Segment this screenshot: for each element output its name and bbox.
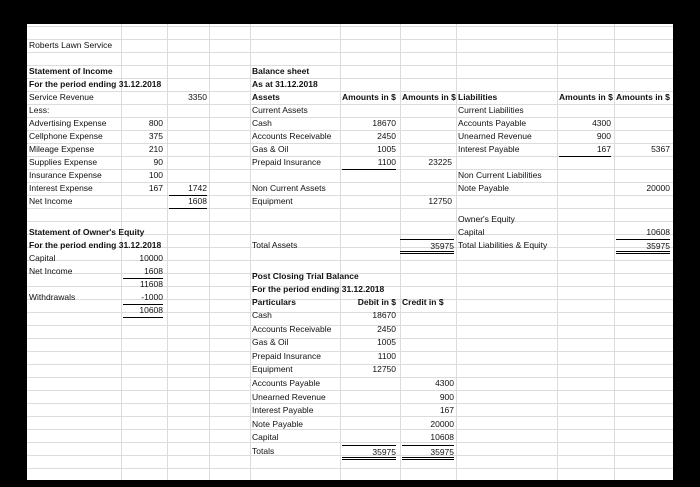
grid-line [27,104,673,105]
withdrawals-label: Withdrawals [29,292,76,302]
total-le-value: 35975 [616,239,670,254]
tb-row-debit: 12750 [372,364,396,374]
less-label: Less: [29,105,50,115]
grid-line [27,26,673,27]
equipment-label: Equipment [252,196,293,206]
balance-sheet-title: Balance sheet [252,66,310,76]
current-liabilities-label: Current Liabilities [458,105,524,115]
current-liability-value: 900 [596,131,611,141]
tb-row-credit: 167 [439,405,454,415]
grid-line [27,208,673,209]
expense-value: 800 [148,118,163,128]
liabilities-header: Liabilities [458,92,498,102]
tb-row-credit: 900 [439,392,454,402]
grid-line [27,468,673,469]
note-payable-value: 20000 [646,183,670,193]
expense-label: Supplies Expense [29,157,98,167]
current-assets-label: Current Assets [252,105,308,115]
tb-row-debit [340,418,396,431]
current-liabilities-total: 5367 [651,144,670,154]
current-liability-value: 167 [559,143,611,157]
grid-line [27,52,673,53]
tb-row-debit: 1100 [377,351,396,361]
grid-line [27,221,673,222]
oe-subtotal-value: 11608 [139,279,163,289]
expense-value: 167 [148,183,163,193]
balance-sheet-date: As at 31.12.2018 [252,79,318,89]
net-income-label: Net Income [29,196,73,206]
tb-row-label: Equipment [252,364,293,374]
expense-value: 90 [153,157,163,167]
grid-line [27,195,673,196]
tb-row-label: Prepaid Insurance [252,351,321,361]
total-expenses-value: 1742 [169,182,207,196]
grid-line [27,65,673,66]
current-assets-total: 23225 [428,157,452,167]
company-name: Roberts Lawn Service [29,40,113,50]
bs-capital-value: 10608 [646,227,670,237]
tb-row-debit: 1005 [377,337,396,347]
trial-balance-title: Post Closing Trial Balance [252,271,359,281]
current-liability-label: Unearned Revenue [458,131,532,141]
tb-row-credit [400,309,454,322]
net-income-value: 1608 [169,195,207,209]
oe-capital-value: 10000 [139,253,163,263]
expense-value: 100 [148,170,163,180]
current-liability-value: 4300 [592,118,611,128]
total-assets-value: 35975 [400,239,454,254]
note-payable-label: Note Payable [458,183,510,193]
tb-row-credit [400,350,454,363]
tb-row-label: Capital [252,432,279,442]
credit-header: Credit in $ [402,297,444,307]
total-assets-label: Total Assets [252,240,298,250]
spreadsheet-sheet [27,24,673,480]
bs-capital-label: Capital [458,227,485,237]
oe-net-income-label: Net Income [29,266,73,276]
expense-value: 210 [148,144,163,154]
tb-row-credit [400,363,454,376]
tb-row-credit [400,336,454,349]
expense-label: Mileage Expense [29,144,95,154]
owners-equity-period: For the period ending 31.12.2018 [29,240,162,250]
service-revenue-value: 3350 [188,92,207,102]
current-liability-label: Interest Payable [458,144,520,154]
total-le-label: Total Liabilities & Equity [458,240,548,250]
current-asset-label: Gas & Oil [252,144,289,154]
tb-row-label: Unearned Revenue [252,392,326,402]
expense-label: Advertising Expense [29,118,107,128]
non-current-assets-label: Non Current Assets [252,183,326,193]
tb-row-debit [340,404,396,417]
trial-balance-period: For the period ending 31.12.2018 [252,284,385,294]
oe-net-income-value: 1608 [123,265,163,279]
tb-row-label: Interest Payable [252,405,314,415]
current-asset-label: Cash [252,118,272,128]
owners-equity-title: Statement of Owner's Equity [29,227,145,237]
debit-header: Debit in $ [357,297,396,307]
totals-label: Totals [252,446,275,456]
totals-credit: 35975 [402,445,454,460]
owners-equity-label: Owner's Equity [458,214,515,224]
current-asset-label: Prepaid Insurance [252,157,321,167]
current-asset-value: 18670 [372,118,396,128]
expense-value: 375 [148,131,163,141]
current-asset-value: 1005 [377,144,396,154]
current-asset-value: 1100 [342,156,396,170]
tb-row-debit: 2450 [377,324,396,334]
tb-row-debit [340,431,396,444]
income-statement-title: Statement of Income [29,66,113,76]
assets-amounts-header: Amounts in $ [342,92,396,102]
current-asset-value: 2450 [377,131,396,141]
expense-label: Interest Expense [29,183,93,193]
expense-label: Cellphone Expense [29,131,103,141]
tb-row-debit [340,377,396,390]
tb-row-credit [400,323,454,336]
equipment-value: 12750 [428,196,452,206]
current-asset-label: Accounts Receivable [252,131,332,141]
withdrawals-value: -1000 [123,291,163,305]
tb-row-label: Note Payable [252,419,304,429]
tb-row-credit: 4300 [435,378,454,388]
tb-row-label: Accounts Receivable [252,324,332,334]
tb-row-label: Cash [252,310,272,320]
grid-line [27,39,673,40]
assets-amounts-header: Amounts in $ [402,92,456,102]
tb-row-debit: 18670 [372,310,396,320]
liabilities-amounts-header: Amounts in $ [559,92,613,102]
oe-capital-label: Capital [29,253,56,263]
tb-row-label: Gas & Oil [252,337,289,347]
tb-row-debit [340,391,396,404]
tb-row-credit: 20000 [430,419,454,429]
totals-debit: 35975 [342,445,396,460]
oe-ending-value: 10608 [123,304,163,318]
non-current-liabilities-label: Non Current Liabilities [458,170,542,180]
income-statement-period: For the period ending 31.12.2018 [29,79,162,89]
current-liability-label: Accounts Payable [458,118,527,128]
liabilities-amounts-header: Amounts in $ [616,92,670,102]
assets-header: Assets [252,92,280,102]
particulars-header: Particulars [252,297,296,307]
tb-row-credit: 10608 [430,432,454,442]
expense-label: Insurance Expense [29,170,102,180]
tb-row-label: Accounts Payable [252,378,321,388]
service-revenue-label: Service Revenue [29,92,94,102]
